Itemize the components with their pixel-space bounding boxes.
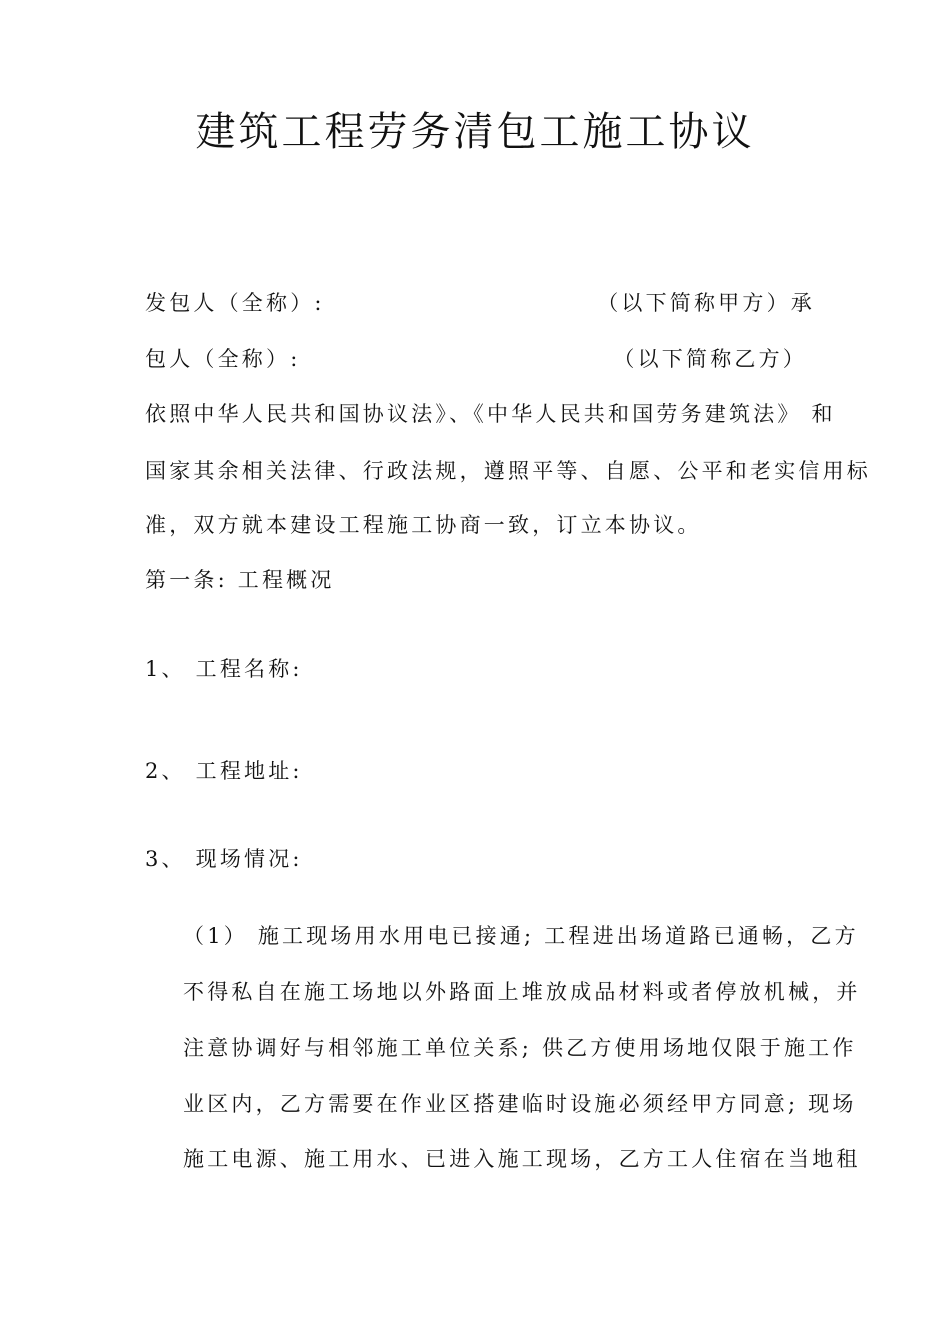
party-a-note: （以下简称甲方）承 [597, 291, 815, 315]
detail-line: （1） 施工现场用水用电已接通; 工程进出场道路已通畅，乙方 [183, 924, 859, 948]
preamble-line: 依照中华人民共和国协议法》、《中华人民共和国劳务建筑法》 和 [145, 402, 836, 426]
party-a-line [145, 287, 815, 319]
party-b-note: （以下简称乙方） [613, 347, 807, 371]
detail-line: 注意协调好与相邻施工单位关系; 供乙方使用场地仅限于施工作 [183, 1036, 857, 1060]
list-item: 3、 现场情况: [145, 847, 303, 871]
detail-line: 业区内，乙方需要在作业区搭建临时设施必须经甲方同意; 现场 [183, 1092, 857, 1116]
article-heading: 第一条: 工程概况 [145, 568, 335, 592]
party-b-label: 包人（全称）: [145, 347, 301, 371]
list-item: 1、 工程名称: [145, 657, 303, 681]
party-a-label: 发包人（全称）: [145, 291, 325, 315]
preamble-line: 准，双方就本建设工程施工协商一致，订立本协议。 [145, 513, 702, 537]
party-b-line [145, 343, 815, 375]
list-item: 2、 工程地址: [145, 759, 303, 783]
document-title: 建筑工程劳务清包工施工协议 [195, 109, 755, 155]
preamble-line: 国家其余相关法律、行政法规，遵照平等、自愿、公平和老实信用标 [145, 459, 871, 483]
detail-line: 不得私自在施工场地以外路面上堆放成品材料或者停放机械，并 [183, 980, 861, 1004]
detail-line: 施工电源、施工用水、已进入施工现场，乙方工人住宿在当地租 [183, 1147, 861, 1171]
